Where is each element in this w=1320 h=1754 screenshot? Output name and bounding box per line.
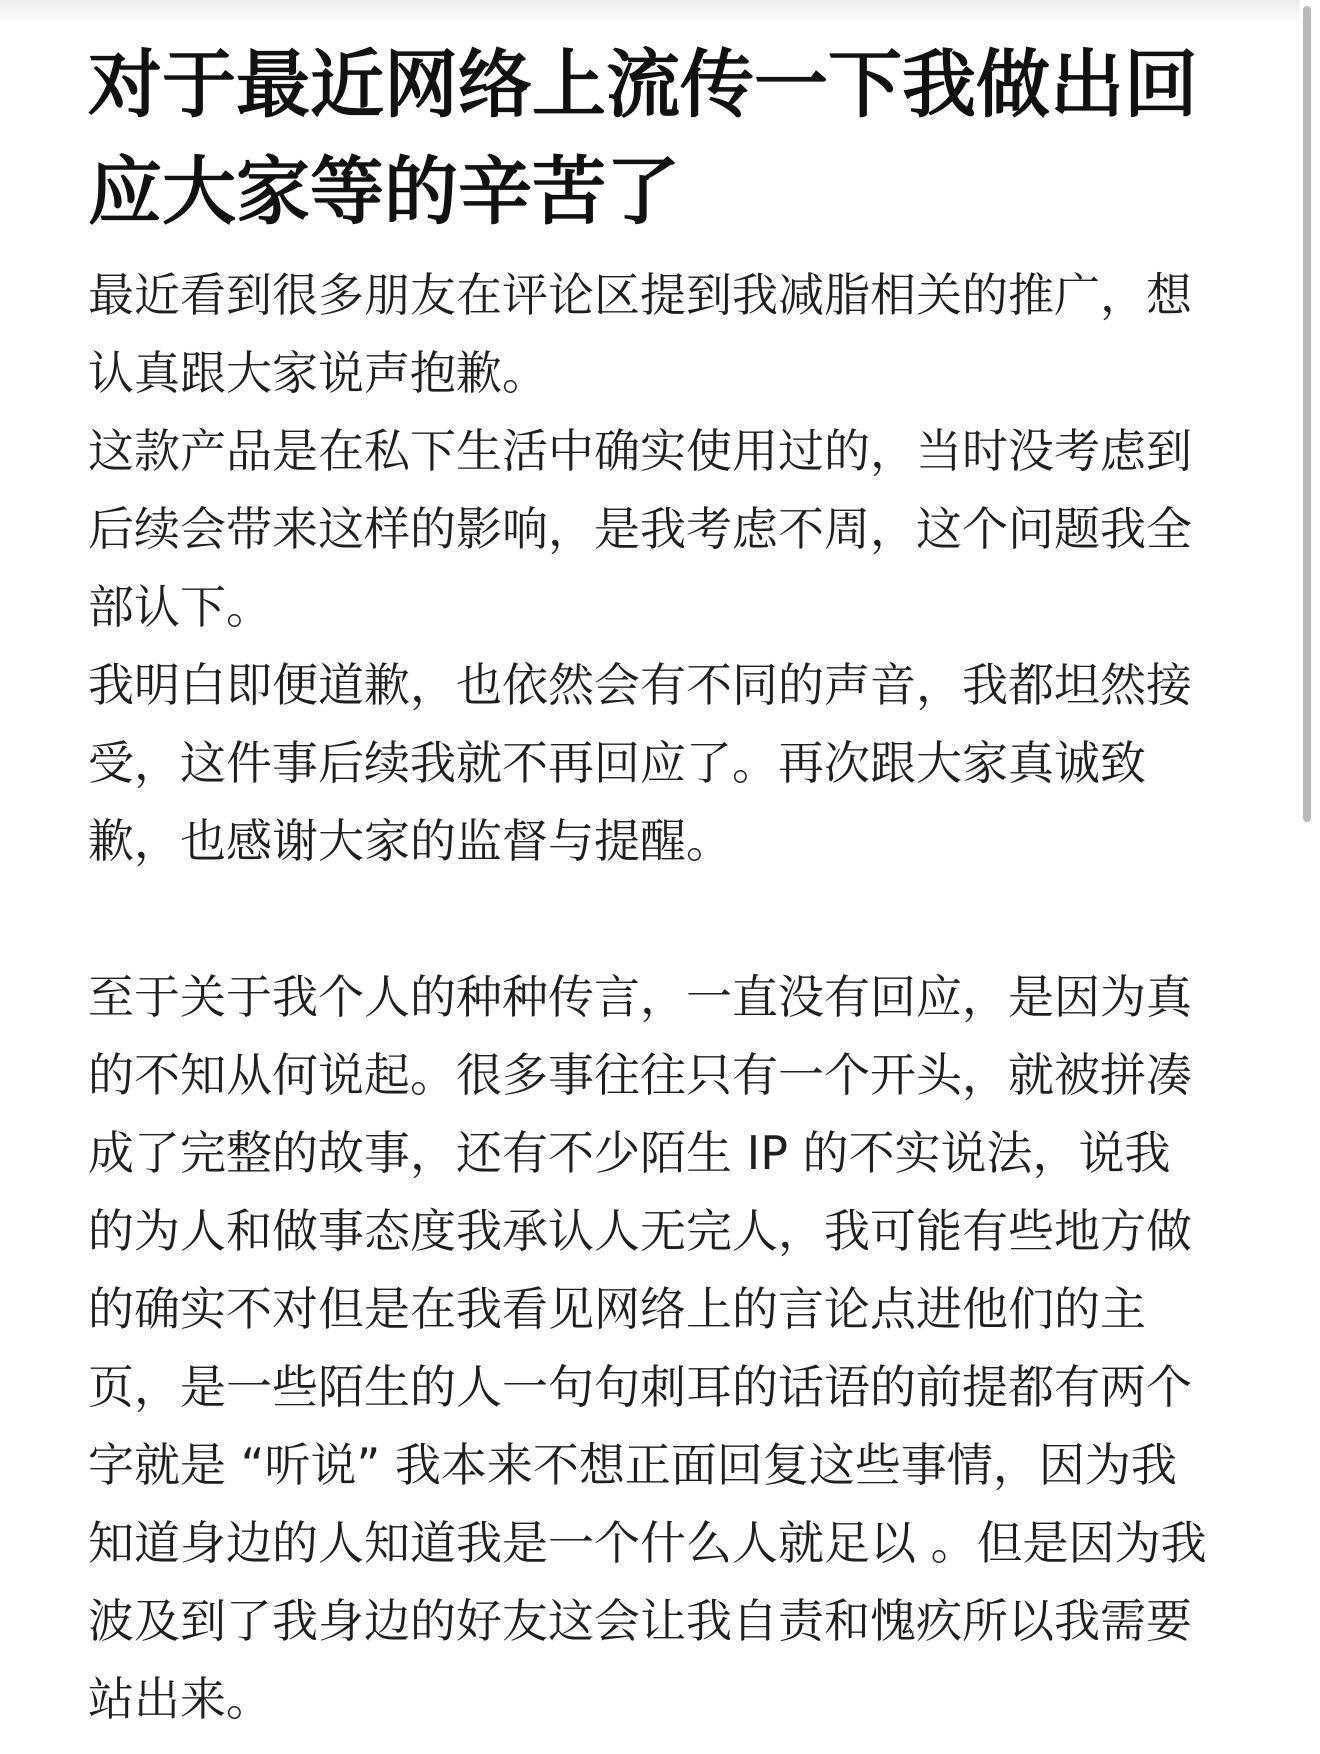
paragraph-rumors: 至于关于我个人的种种传言，一直没有回应，是因为真的不知从何说起。很多事往往只有一个开头，就被拼凑成了完整的故事，还有不少陌生 IP 的不实说法，说我的为人和做事态度我承认人无完人，我可能有些地方做的确实不对但是在我看见网络上的言论点进他们的主页，是一些陌生的人一句句刺耳的话语的前提都有两个字就是 “听说” 我本来不想正面回复这些事情，因为我知道身边的人知道我是一个什么人就足以 。但是因为我波及到了我身边的好友这会让我自责和愧疚所以我需要站出来。 [88,970,1207,1726]
paragraph-apology: 最近看到很多朋友在评论区提到我减脂相关的推广，想认真跟大家说声抱歉。 [88,268,1192,400]
article-title: 对于最近网络上流传一下我做出回应大家等的辛苦了 [88,42,1198,235]
top-edge-shadow [0,0,1300,26]
paragraph-gap [88,880,1208,958]
scrollbar-thumb[interactable] [1303,6,1311,822]
paragraph-product: 这款产品是在私下生活中确实使用过的，当时没考虑到后续会带来这样的影响，是我考虑不周，这个问题我全部认下。 [88,424,1192,634]
article-body [88,32,1208,1738]
paragraph-acceptance: 我明白即便道歉，也依然会有不同的声音，我都坦然接受，这件事后续我就不再回应了。再次跟大家真诚致歉，也感谢大家的监督与提醒。 [88,658,1192,868]
vertical-scrollbar[interactable] [1300,0,1314,1754]
